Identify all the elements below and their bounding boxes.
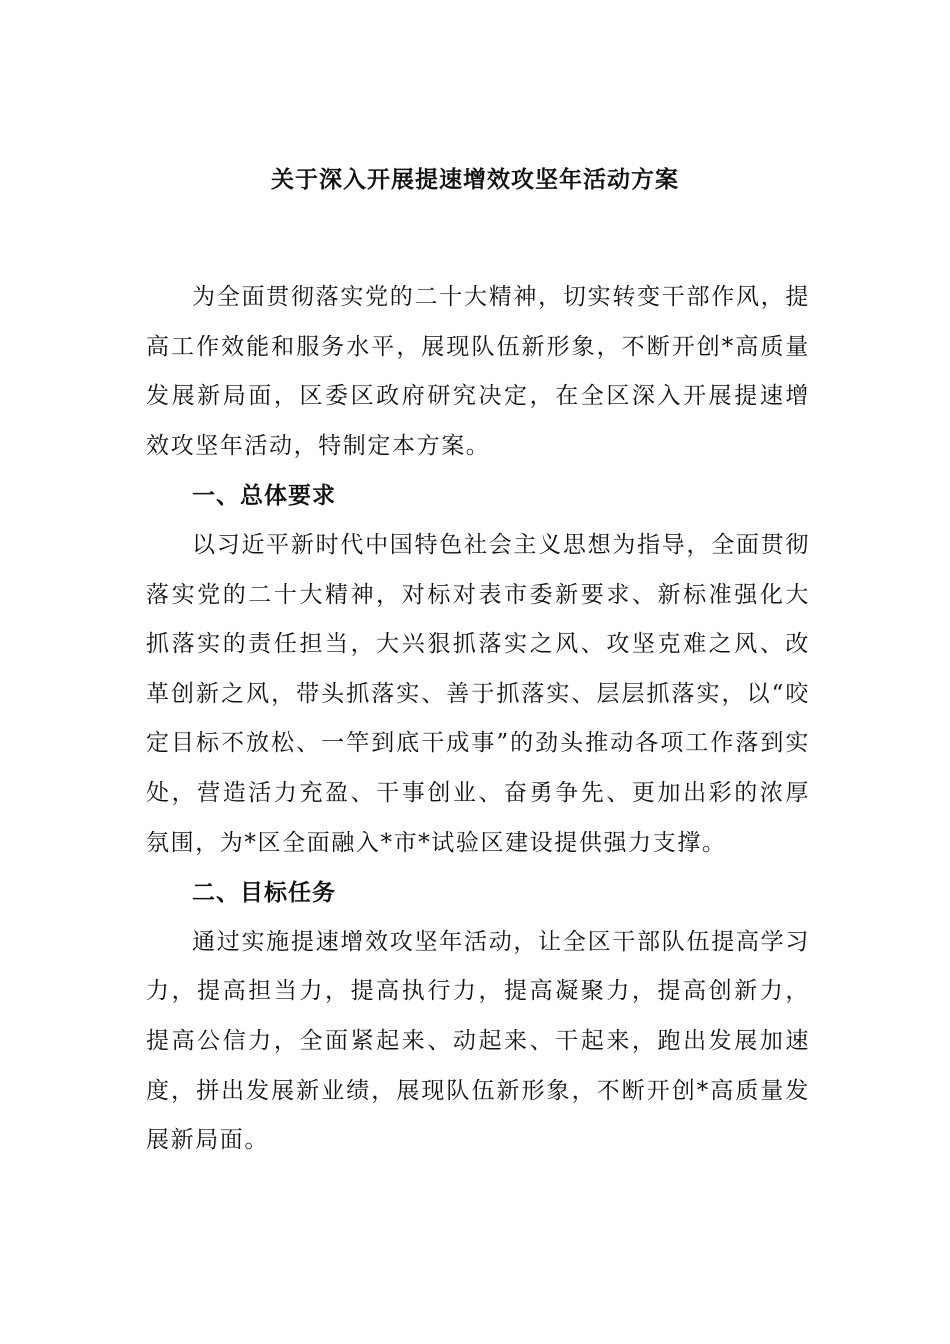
intro-paragraph: 为全面贯彻落实党的二十大精神，切实转变干部作风，提高工作效能和服务水平，展现队伍新形象，不断开创*高质量发展新局面，区委区政府研究决定，在全区深入开展提速增效攻坚年活动，特制定本方案。 <box>146 284 810 459</box>
section-paragraph-objectives: 通过实施提速增效攻坚年活动，让全区干部队伍提高学习力，提高担当力，提高执行力，提高凝聚力，提高创新力，提高公信力，全面紧起来、动起来、干起来，跑出发展加速度，拼出发展新业绩，展现队伍新形象，不断开创*高质量发展新局面。 <box>146 928 810 1154</box>
document-body <box>146 273 810 1166</box>
document-title: 关于深入开展提速增效攻坚年活动方案 <box>271 166 679 193</box>
section-heading-objectives: 二、目标任务 <box>192 879 336 907</box>
section-paragraph-general-requirements: 以习近平新时代中国特色社会主义思想为指导，全面贯彻落实党的二十大精神，对标对表市委新要求、新标准强化大抓落实的责任担当，大兴狠抓落实之风、攻坚克难之风、改革创新之风，带头抓落实、善于抓落实、层层抓落实，以“咬定目标不放松、一竿到底干成事”的劲头推动各项工作落到实处，营造活力充盈、干事创业、奋勇争先、更加出彩的浓厚氛围，为*区全面融入*市*试验区建设提供强力支撑。 <box>146 531 810 856</box>
section-heading-general-requirements: 一、总体要求 <box>192 482 336 510</box>
